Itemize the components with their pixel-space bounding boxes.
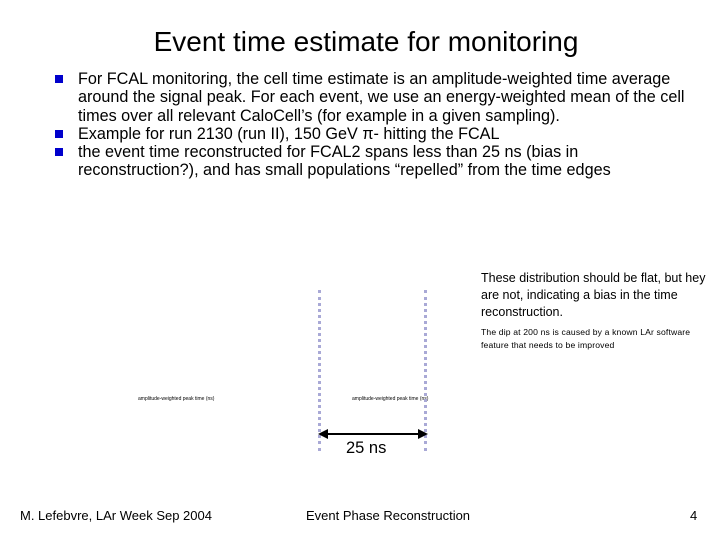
bullet-item [52, 143, 692, 180]
flatness-note: These distribution should be flat, but hey are not, indicating a bias in the time reconstruction. [481, 271, 706, 319]
square-bullet-icon [55, 75, 63, 83]
bullet-list [52, 70, 692, 180]
right-histogram-axis-label: amplitude-weighted peak time (ns) [352, 396, 429, 402]
footer-author: M. Lefebvre, LAr Week Sep 2004 [20, 508, 212, 523]
slide-title: Event time estimate for monitoring [153, 26, 579, 57]
dip-note: The dip at 200 ns is caused by a known LAr software feature that needs to be improved [481, 327, 691, 350]
footer-topic: Event Phase Reconstruction [306, 508, 471, 523]
left-histogram-axis-label: amplitude-weighted peak time (ns) [138, 396, 215, 402]
bullet-item [52, 125, 692, 143]
bullet-text: the event time reconstructed for FCAL2 spans less than 25 ns (bias in reconstruction?), and has small populations “repelled” from the time edges [78, 143, 611, 180]
square-bullet-icon [55, 148, 63, 156]
bullet-item [52, 70, 692, 125]
page-number: 4 [690, 508, 698, 523]
bullet-text: For FCAL monitoring, the cell time estimate is an amplitude-weighted time average around the signal peak. For each event, we use an energy-weighted mean of the cell times over all relevant CaloCell’s (for example in a given sampling). [78, 70, 685, 125]
square-bullet-icon [55, 130, 63, 138]
time-span-label: 25 ns [346, 439, 387, 457]
bullet-text: Example for run 2130 (run II), 150 GeV π- hitting the FCAL [78, 124, 500, 143]
